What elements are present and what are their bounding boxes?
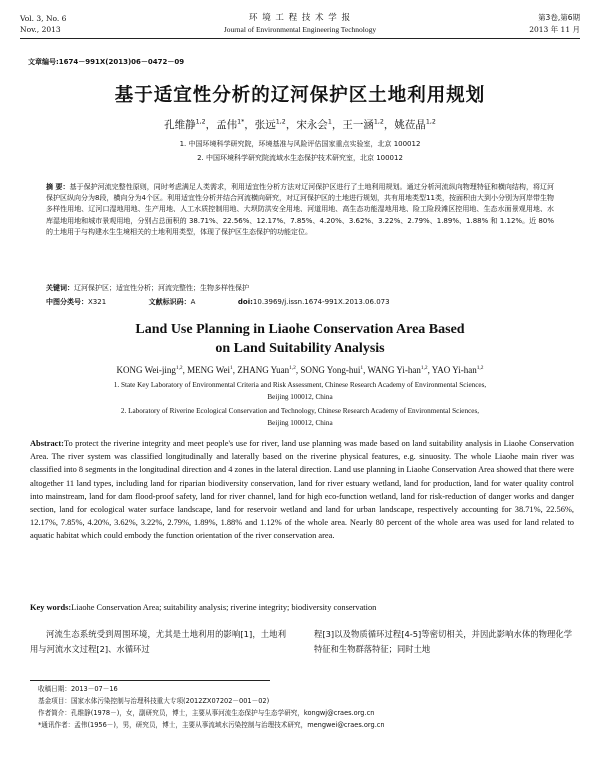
affiliation-en-1-city: Beijing 100012, China	[267, 393, 333, 401]
affiliation-en-2: 2. Laboratory of Riverine Ecological Conservation and Technology, Chinese Research Academy of Environmental Sciences,	[120, 407, 480, 415]
authors-cn: 孔维静$^{1,2}$，孟伟$^{1*}$，张远$^{1,2}$，宋永会$^1$，王一涵$^{1,2}$，姚莅晶$^{1,2}$	[164, 118, 436, 131]
title-en-line2: on Land Suitability Analysis	[215, 341, 385, 356]
author-en-3: ZHANG Yuan	[237, 365, 290, 375]
affiliation-en-2-city: Beijing 100012, China	[267, 419, 333, 427]
footnote-corresponding: *通讯作者：孟伟(1956－)，男，研究员，博士，主要从事流域水污染控制与治理技术研究，mengwei@craes.org.cn	[38, 721, 385, 729]
abstract-cn-label: 摘 要：	[46, 183, 70, 191]
keywords-en-text: Liaohe Conservation Area; suitability analysis; riverine integrity; biodiversity conservation	[71, 603, 377, 612]
footnote-received: 收稿日期：2013－07－16	[38, 685, 118, 693]
body-column-left: 河流生态系统受到周围环境，尤其是土地利用的影响[1]，土地利用与河流水文过程[2]、水循环过	[30, 629, 286, 654]
author-cn-6: 姚莅晶	[394, 119, 426, 131]
author-cn-4: 宋永会	[296, 119, 328, 131]
abstract-en-text: To protect the riverine integrity and meet people's use for river, land use planning was made based on land suitability analysis in Liaohe Conservation Area. The river system was classified longitudinally and laterally based on the riverine physical features, e.g. sinuosity. The whole Liaohe main river was classified into 8 segments in the longitudinal direction and 4 zones in the lateral direction. Land use planning in Liaohe Conservation Area showed that there were altogether 11 land types, including land for riparian biodiversity conservation, land for river estuary wetland, land for production, land for water quality control into mainstream, land for dam flood-proof safety, land for river channel, land for high eco-function wetland, land for risk-reduction of danger works and danger section, land for ecological water surface landscape, land for reservoir wetland and land for urban landscape, respectively accounting for 38.71%, 22.56%, 12.17%, 7.85%, 4.20%, 3.62%, 3.22%, 2.79%, 1.89%, 1.88% and 1.12% of the whole area. Nearly 80 percent of the whole area was used for land related to aquatic habitat which could embody the function orientation of the river conservation area.	[30, 439, 574, 541]
author-cn-1: 孔维静	[164, 119, 196, 131]
article-number: 文章编号:1674－991X(2013)06－0472－09	[28, 58, 185, 66]
keywords-cn-label: 关键词：	[46, 284, 74, 292]
keywords-cn	[46, 283, 554, 294]
header-journal-cn: 环 境 工 程 技 术 学 报	[249, 13, 351, 23]
footnote-rule	[30, 680, 270, 681]
author-en-4-sup: 1	[360, 365, 364, 371]
affiliation-cn-2: 2. 中国环境科学研究院流域水生态保护技术研究室，北京 100012	[197, 154, 403, 162]
author-cn-3: 张远	[254, 119, 276, 131]
abstract-cn-text: 基于保护河流完整性原则，同时考虑满足人类需求，利用适宜性分析方法对辽河保护区进行了土地利用规划。通过分析河流纵向物理特征和横向结构，将辽河保护区纵向分为8段，横向分为4个区。利用适宜性分析并结合河流横向研究，对辽河保护区的土地进行规划，共有用地类型11类，按面积由大到小分别为河岸带生物多样性用地、辽河口湿地用地、生产用地、人工水质控制用地、大坝防洪安全用地、河道用地、高生态功能湿地用地、险工险段滩区控用地、生态水面景观用地、水库湿地用地和城市景观用地，分别占总面积的 38.71%、22.56%、12.17%、7.85%、4.20%、3.62%、3.22%、2.79%、1.89%、1.88% 和 1.12%。近 80% 的土地用于与构建水生生境相关的土地利用类型，体现了保护区生态保护的功能定位。	[46, 183, 555, 236]
doi-value: 10.3969/j.issn.1674-991X.2013.06.073	[252, 298, 390, 306]
author-en-1: KONG Wei-jing	[116, 365, 176, 375]
title-cn: 基于适宜性分析的辽河保护区土地利用规划	[114, 85, 486, 106]
author-en-1-sup: 1,2	[175, 365, 183, 371]
author-en-5: WANG Yi-han	[367, 365, 421, 375]
author-en-3-sup: 1,2	[289, 365, 296, 371]
doc-code-label: 文献标识码：	[148, 298, 191, 306]
classification-line	[46, 297, 554, 308]
header-journal-en: Journal of Environmental Engineering Technology	[223, 25, 377, 34]
doi-label: doi:	[237, 298, 253, 306]
clc-label: 中图分类号：	[46, 298, 88, 306]
header-date-right: 2013 年 11 月	[529, 25, 580, 34]
author-en-6-sup: 1,2	[476, 365, 484, 371]
abstract-en-label: Abstract:	[30, 439, 64, 448]
footnote-author-bio: 作者简介：孔维静(1978－)，女，副研究员，博士，主要从事河流生态保护与生态学研究，kongwj@craes.org.cn	[38, 709, 375, 717]
author-cn-3-sup: 1,2	[275, 118, 286, 126]
affiliation-cn-1: 1. 中国环境科学研究院，环境基准与风险评估国家重点实验室，北京 100012	[179, 140, 421, 148]
author-en-5-sup: 1,2	[420, 365, 428, 371]
header-rule	[20, 38, 580, 39]
clc-value: X321	[88, 298, 107, 306]
footnote-funding: 基金项目：国家水体污染控制与治理科技重大专项(2012ZX07202－001－02)	[38, 697, 270, 705]
author-cn-1-sup: 1,2	[195, 118, 206, 126]
author-en-2: MENG Wei	[187, 365, 230, 375]
header-date-left: Nov., 2013	[20, 25, 61, 34]
author-en-4: SONG Yong-hui	[300, 365, 361, 375]
keywords-en-label: Key words:	[30, 603, 72, 612]
title-en-line1: Land Use Planning in Liaohe Conservation Area Based	[135, 322, 465, 337]
author-cn-2: 孟伟	[216, 119, 238, 131]
author-cn-5-sup: 1,2	[373, 118, 384, 126]
keywords-cn-text: 辽河保护区；适宜性分析；河流完整性；生物多样性保护	[74, 284, 249, 292]
abstract-en	[30, 437, 574, 543]
doc-code-value: A	[190, 298, 196, 306]
abstract-cn	[46, 182, 554, 238]
author-en-6: YAO Yi-han	[431, 365, 477, 375]
header-issue-right: 第3卷,第6期	[538, 13, 580, 22]
body-column-right: 程[3]以及物质循环过程[4-5]等密切相关，并因此影响水体的物理化学特征和生物群落特征；同时土地	[314, 629, 572, 654]
author-cn-6-sup: 1,2	[425, 118, 436, 126]
author-cn-2-sup: 1*	[237, 118, 245, 126]
author-cn-4-sup: 1	[327, 118, 332, 126]
author-en-2-sup: 1	[230, 365, 233, 371]
author-cn-5: 王一涵	[342, 119, 374, 131]
keywords-en	[30, 601, 574, 614]
affiliation-en-1: 1. State Key Laboratory of Environmental Criteria and Risk Assessment, Chinese Research Academy of Environmental Sciences,	[113, 381, 487, 389]
header-volume: Vol. 3, No. 6	[20, 14, 67, 23]
authors-en: KONG Wei-jing$^{1,2}$, MENG Wei$^1$, ZHANG Yuan$^{1,2}$, SONG Yong-hui$^1$, WANG Yi-han$^{1,2}$, YAO Yi-han$^{1,2}$	[116, 365, 484, 375]
